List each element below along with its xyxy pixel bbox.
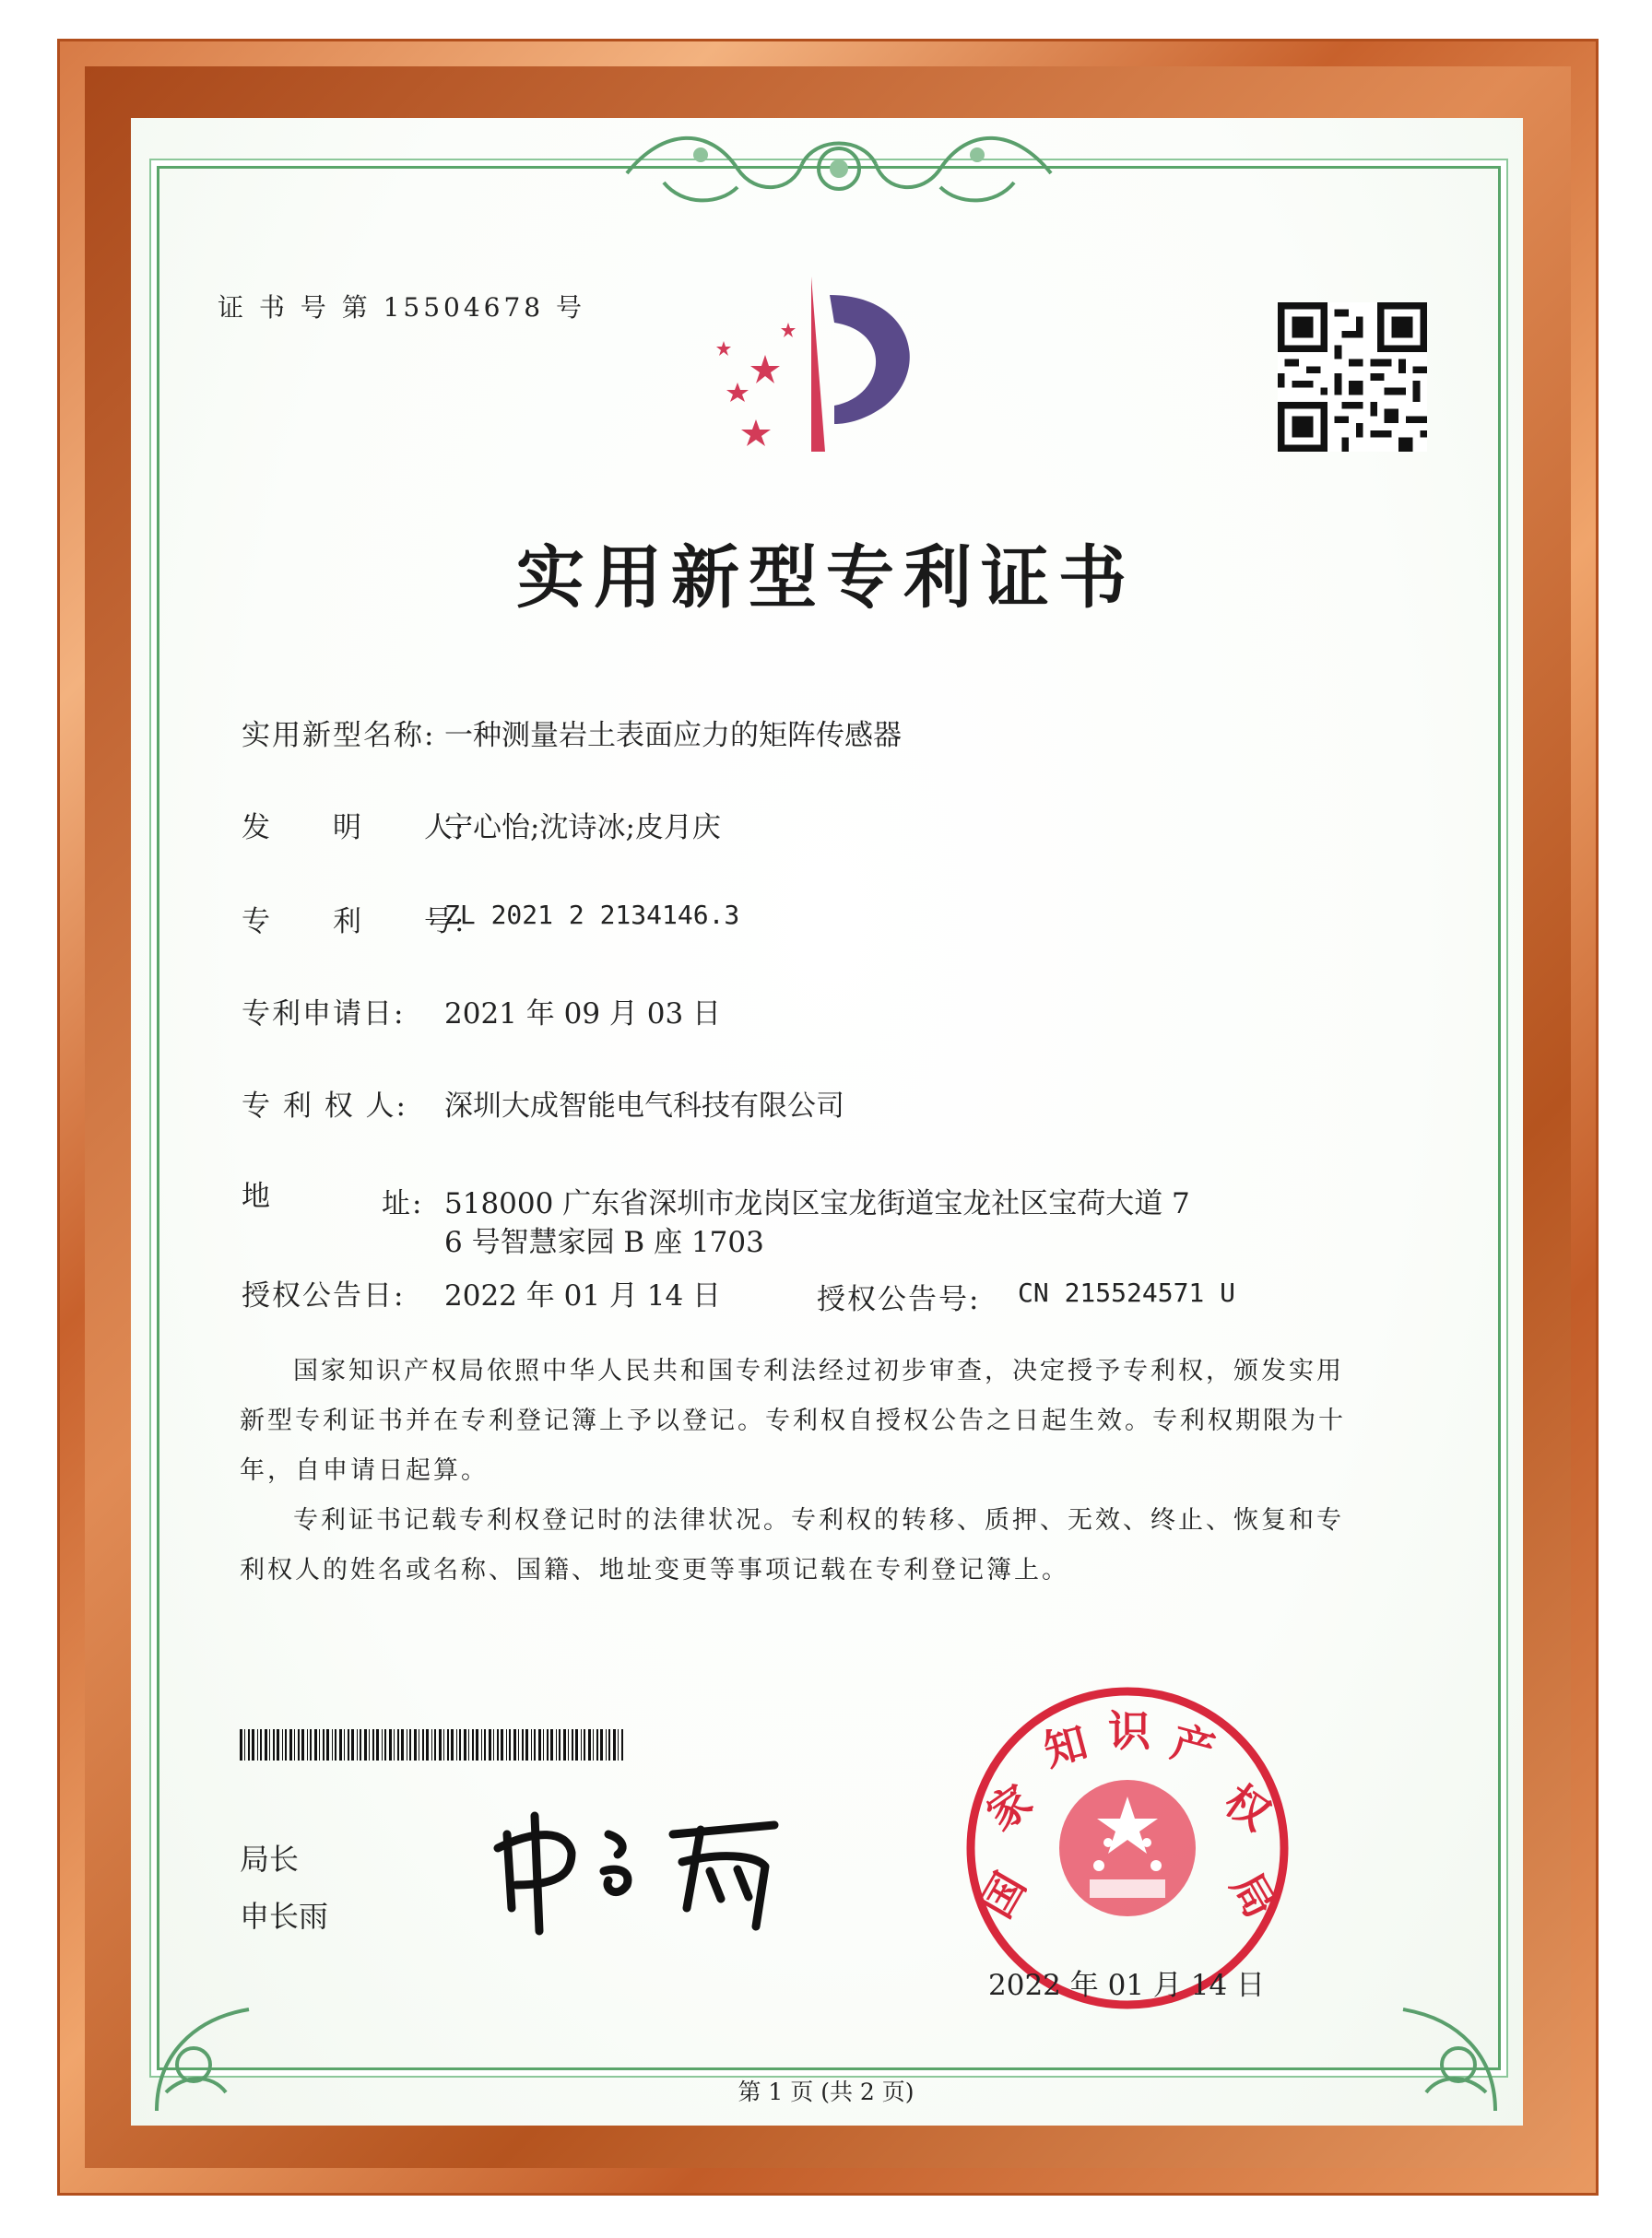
barcode-bar [269, 1729, 270, 1761]
barcode-bar [451, 1729, 454, 1761]
barcode-bar [240, 1729, 242, 1761]
barcode-bar [376, 1729, 379, 1761]
barcode-bar [588, 1729, 591, 1761]
barcode-bar [414, 1729, 417, 1761]
barcode-bar [531, 1729, 532, 1761]
body-para1-line2: 新型专利证书并在专利登记簿上予以登记。专利权自授权公告之日起生效。专利权期限为十 [240, 1407, 1346, 1435]
barcode-bar [464, 1729, 466, 1761]
barcode-bar [372, 1729, 374, 1761]
barcode-bar [501, 1729, 503, 1761]
barcode-bar [575, 1729, 578, 1761]
barcode-bar [459, 1729, 461, 1761]
svg-text:产: 产 [1165, 1716, 1221, 1776]
barcode-bar [447, 1729, 449, 1761]
name-value: 一种测量岩土表面应力的矩阵传感器 [444, 719, 902, 752]
barcode-bar [509, 1729, 511, 1761]
barcode-bar [260, 1729, 262, 1761]
barcode-bar [357, 1729, 358, 1761]
barcode-bar [568, 1729, 569, 1761]
barcode-bar [426, 1729, 429, 1761]
barcode-bar [522, 1729, 524, 1761]
body-para2-line1: 专利证书记载专利权登记时的法律状况。专利权的转移、质押、无效、终止、恢复和专 [293, 1506, 1344, 1535]
barcode-bar [563, 1729, 566, 1761]
barcode-bar [397, 1729, 399, 1761]
barcode-bar [298, 1729, 300, 1761]
barcode-bar [409, 1729, 411, 1761]
barcode-bar [244, 1729, 245, 1761]
barcode-bar [319, 1729, 320, 1761]
barcode-bar [593, 1729, 594, 1761]
barcode-bar [534, 1729, 536, 1761]
barcode-bar [550, 1729, 553, 1761]
body-para1-line3: 年，自申请日起算。 [240, 1456, 489, 1485]
barcode-bar [273, 1729, 275, 1761]
barcode-bar [481, 1729, 482, 1761]
barcode-bar [323, 1729, 324, 1761]
barcode-icon [240, 1729, 627, 1761]
barcode-bar [282, 1729, 283, 1761]
grant-date-label: 授权公告日: [242, 1279, 406, 1313]
barcode-bar [422, 1729, 424, 1761]
barcode-bar [332, 1729, 333, 1761]
address-label-end: 址: [382, 1187, 424, 1220]
top-ornament-icon [608, 118, 1069, 219]
barcode-bar [608, 1729, 610, 1761]
address-line-2: 6 号智慧家园 B 座 1703 [444, 1226, 764, 1259]
grant-no-label: 授权公告号: [817, 1283, 981, 1316]
barcode-bar [497, 1729, 499, 1761]
barcode-bar [289, 1729, 292, 1761]
barcode-bar [559, 1729, 560, 1761]
filing-date-value: 2021 年 09 月 03 日 [444, 997, 722, 1031]
barcode-bar [314, 1729, 317, 1761]
barcode-bar [364, 1729, 367, 1761]
barcode-bar [468, 1729, 469, 1761]
barcode-bar [584, 1729, 585, 1761]
barcode-bar [265, 1729, 267, 1761]
barcode-bar [543, 1729, 544, 1761]
barcode-bar [618, 1729, 619, 1761]
barcode-bar [285, 1729, 287, 1761]
svg-text:权: 权 [1215, 1774, 1280, 1841]
address-label-start: 地 [242, 1180, 272, 1213]
seal-date: 2022 年 01 月 14 日 [988, 1969, 1266, 2002]
grant-no-value: CN 215524571 U [1018, 1278, 1236, 1308]
barcode-bar [581, 1729, 582, 1761]
body-para2-line2: 利权人的姓名或名称、国籍、地址变更等事项记载在专利登记簿上。 [240, 1556, 1069, 1584]
holder-value: 深圳大成智能电气科技有限公司 [444, 1090, 844, 1123]
barcode-bar [335, 1729, 336, 1761]
barcode-bar [513, 1729, 516, 1761]
barcode-bar [339, 1729, 342, 1761]
barcode-bar [431, 1729, 432, 1761]
barcode-bar [476, 1729, 478, 1761]
svg-text:知: 知 [1038, 1716, 1093, 1776]
cnipa-logo-icon [701, 267, 940, 461]
barcode-bar [248, 1729, 250, 1761]
barcode-bar [326, 1729, 329, 1761]
body-para1-line1: 国家知识产权局依照中华人民共和国专利法经过初步审查，决定授予专利权，颁发实用 [293, 1357, 1344, 1385]
barcode-bar [572, 1729, 573, 1761]
barcode-bar [600, 1729, 603, 1761]
barcode-bar [538, 1729, 541, 1761]
barcode-bar [307, 1729, 308, 1761]
page-title: 实用新型专利证书 [516, 538, 1136, 618]
barcode-bar [439, 1729, 442, 1761]
barcode-bar [382, 1729, 383, 1761]
barcode-bar [606, 1729, 607, 1761]
barcode-bar [384, 1729, 386, 1761]
svg-text:国: 国 [971, 1864, 1036, 1926]
barcode-bar [489, 1729, 491, 1761]
barcode-bar [277, 1729, 279, 1761]
barcode-bar [556, 1729, 557, 1761]
inventor-label: 发 明 人: [242, 811, 466, 844]
svg-text:识: 识 [1108, 1706, 1150, 1756]
patent-no-value: ZL 2021 2 2134146.3 [444, 900, 740, 930]
barcode-bar [484, 1729, 486, 1761]
barcode-bar [456, 1729, 457, 1761]
signer-name: 申长雨 [240, 1899, 329, 1934]
qr-code-icon [1278, 302, 1427, 452]
patent-no-label: 专 利 号: [242, 905, 466, 938]
barcode-bar [348, 1729, 349, 1761]
filing-date-label: 专利申请日: [242, 997, 406, 1031]
svg-text:局: 局 [1221, 1864, 1286, 1926]
barcode-bar [401, 1729, 404, 1761]
barcode-bar [621, 1729, 623, 1761]
barcode-bar [294, 1729, 295, 1761]
barcode-bar [434, 1729, 436, 1761]
barcode-bar [613, 1729, 616, 1761]
barcode-bar [301, 1729, 304, 1761]
svg-text:家: 家 [977, 1774, 1042, 1841]
name-label: 实用新型名称: [242, 719, 436, 752]
barcode-bar [389, 1729, 392, 1761]
certificate-number: 证 书 号 第 15504678 号 [218, 292, 586, 323]
barcode-bar [252, 1729, 254, 1761]
barcode-bar [257, 1729, 258, 1761]
page-number: 第 1 页 (共 2 页) [738, 2079, 914, 2105]
barcode-bar [360, 1729, 361, 1761]
barcode-bar [310, 1729, 312, 1761]
barcode-bar [493, 1729, 494, 1761]
holder-label: 专 利 权 人: [242, 1090, 408, 1123]
barcode-bar [525, 1729, 528, 1761]
barcode-bar [506, 1729, 507, 1761]
barcode-bar [351, 1729, 354, 1761]
address-line-1: 518000 广东省深圳市龙岗区宝龙街道宝龙社区宝荷大道 7 [444, 1187, 1190, 1220]
barcode-bar [443, 1729, 444, 1761]
barcode-bar [518, 1729, 519, 1761]
handwritten-signature-icon [479, 1797, 811, 1936]
signer-title: 局长 [240, 1842, 300, 1877]
barcode-bar [394, 1729, 395, 1761]
grant-date-value: 2022 年 01 月 14 日 [444, 1279, 722, 1313]
inventor-value: 宁心怡;沈诗冰;皮月庆 [444, 811, 721, 844]
barcode-bar [596, 1729, 598, 1761]
barcode-bar [369, 1729, 370, 1761]
barcode-bar [344, 1729, 345, 1761]
barcode-bar [472, 1729, 474, 1761]
barcode-bar [547, 1729, 549, 1761]
